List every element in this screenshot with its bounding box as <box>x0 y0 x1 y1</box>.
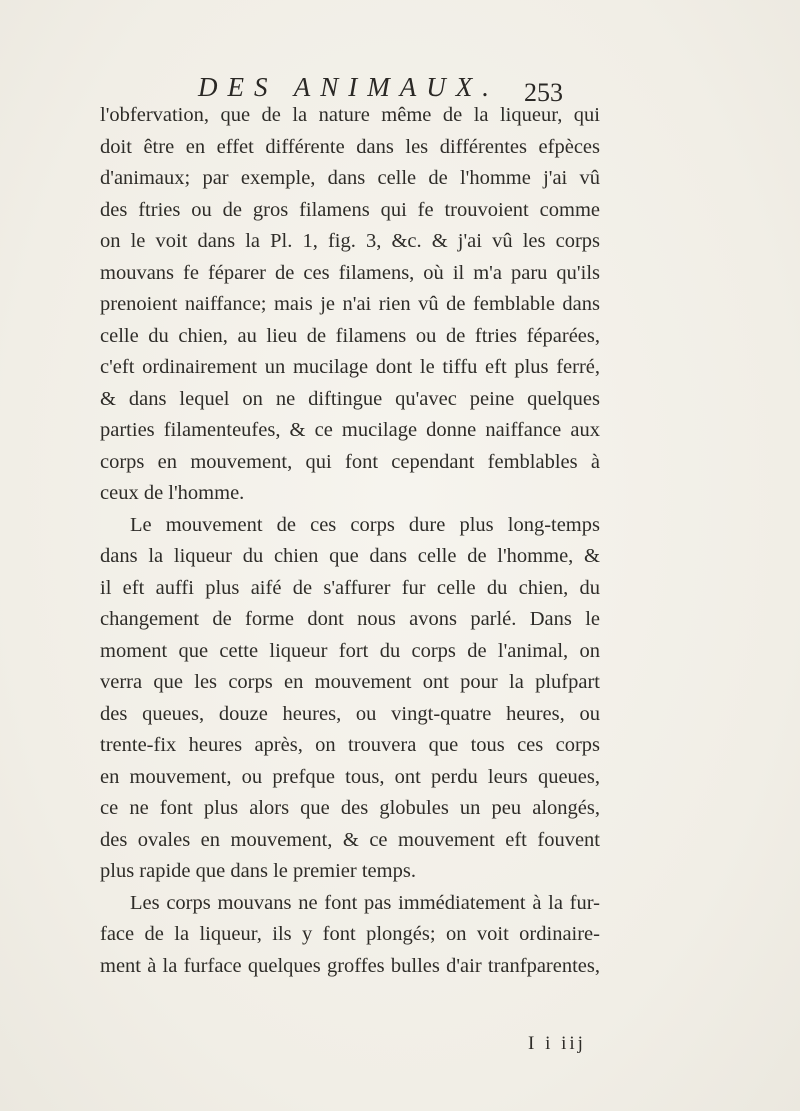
paragraph-first-line: Les corps mouvans ne font pas immédiatement à la fur- <box>130 891 600 914</box>
text-line: & dans lequel on ne diftingue qu'avec peine quelques <box>100 387 600 410</box>
text-line: en mouvement, ou prefque tous, ont perdu leurs queues, <box>100 765 600 788</box>
text-line: l'obfervation, que de la nature même de la liqueur, qui <box>100 104 600 126</box>
text-line: corps en mouvement, qui font cependant femblables à <box>100 450 600 473</box>
text-line: prenoient naiffance; mais je n'ai rien vû de femblable dans <box>100 293 600 315</box>
text-line: parties filamenteufes, & ce mucilage donne naiffance aux <box>100 419 600 441</box>
text-line: celle du chien, au lieu de filamens ou de ftries féparées, <box>100 324 600 347</box>
body-text <box>100 100 600 982</box>
text-line: mouvans fe féparer de ces filamens, où il m'a paru qu'ils <box>100 261 600 284</box>
paragraph-first-line: Le mouvement de ces corps dure plus long-temps <box>130 513 600 536</box>
text-line: des ftries ou de gros filamens qui fe trouvoient comme <box>100 198 600 221</box>
text-line: ce ne font plus alors que des globules un peu alongés, <box>100 797 600 819</box>
text-line: ment à la furface quelques groffes bulles d'air tranfparentes, <box>100 954 600 977</box>
text-line: moment que cette liqueur fort du corps de l'animal, on <box>100 639 600 662</box>
text-line: dans la liqueur du chien que dans celle de l'homme, & <box>100 545 600 567</box>
text-line: des ovales en mouvement, & ce mouvement eft fouvent <box>100 828 600 851</box>
text-line: c'eft ordinairement un mucilage dont le tiffu eft plus ferré, <box>100 356 600 378</box>
text-line: doit être en effet différente dans les différentes efpèces <box>100 135 600 158</box>
text-line: face de la liqueur, ils y font plongés; on voit ordinaire- <box>100 923 600 945</box>
text-line: plus rapide que dans le premier temps. <box>100 860 416 882</box>
running-title: DES ANIMAUX. <box>198 72 499 102</box>
text-line: il eft auffi plus aifé de s'affurer fur celle du chien, du <box>100 576 600 599</box>
text-line: trente-fix heures après, on trouvera que tous ces corps <box>100 734 600 756</box>
text-line: changement de forme dont nous avons parlé. Dans le <box>100 608 600 630</box>
signature-mark: I i iij <box>528 1033 586 1054</box>
text-line: ceux de l'homme. <box>100 482 245 504</box>
text-line: on le voit dans la Pl. 1, fig. 3, &c. & j'ai vû les corps <box>100 230 600 252</box>
page-number: 253 <box>524 78 563 107</box>
text-line: verra que les corps en mouvement ont pour la plufpart <box>100 671 600 693</box>
text-line: des queues, douze heures, ou vingt-quatre heures, ou <box>100 702 600 725</box>
text-line: d'animaux; par exemple, dans celle de l'homme j'ai vû <box>100 167 600 189</box>
